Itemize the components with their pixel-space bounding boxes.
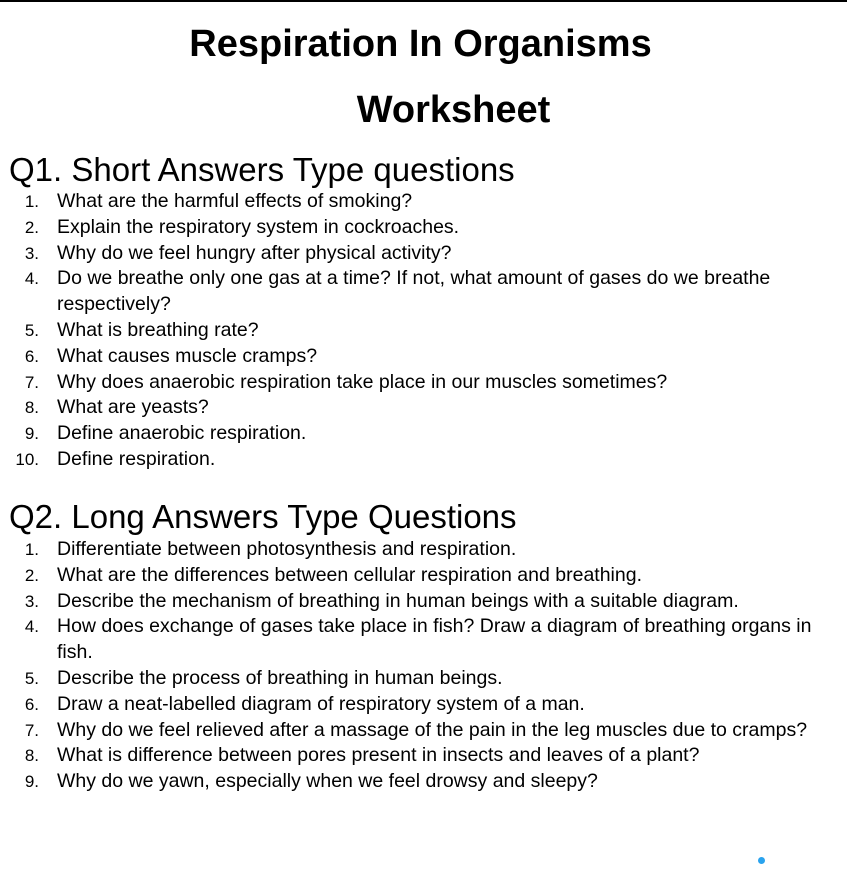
question-text: What causes muscle cramps? xyxy=(57,344,318,367)
question-text: How does exchange of gases take place in fish? Draw a diagram of breathing organs in fish. xyxy=(57,615,812,664)
question-number: 5. xyxy=(24,668,39,688)
question-number: 7. xyxy=(24,720,39,740)
question-text: Differentiate between photosynthesis and respiration. xyxy=(57,538,517,560)
question-text: Do we breathe only one gas at a time? If not, what amount of gases do we breathe respectively? xyxy=(57,267,771,316)
question-number: 2. xyxy=(24,217,39,237)
list-item xyxy=(0,266,847,318)
question-text: Why do we yawn, especially when we feel drowsy and sleepy? xyxy=(57,770,598,793)
question-text: What is breathing rate? xyxy=(57,318,259,341)
question-text: Describe the mechanism of breathing in human beings with a suitable diagram. xyxy=(57,589,739,612)
long-answer-question-list xyxy=(0,537,847,795)
question-text: What are yeasts? xyxy=(57,396,209,419)
short-answer-question-list xyxy=(0,189,847,473)
question-text: Define anaerobic respiration. xyxy=(57,422,307,445)
question-number: 7. xyxy=(24,372,39,392)
section-heading-short-answers: Q1. Short Answers Type questions xyxy=(9,151,515,188)
list-item xyxy=(0,241,847,267)
question-text: Why do we feel relieved after a massage of the pain in the leg muscles due to cramps? xyxy=(57,718,808,741)
worksheet-subtitle: Worksheet xyxy=(356,89,551,131)
list-item xyxy=(0,189,847,215)
blue-dot-marker xyxy=(758,857,765,864)
question-number: 8. xyxy=(24,746,39,766)
list-item xyxy=(0,563,847,589)
list-item xyxy=(0,614,847,666)
list-item xyxy=(0,395,847,421)
question-text: What are the harmful effects of smoking? xyxy=(57,190,413,212)
question-number: 5. xyxy=(24,320,39,340)
list-item xyxy=(0,215,847,241)
question-number: 2. xyxy=(24,565,39,585)
question-number: 4. xyxy=(24,617,39,637)
question-text: Why do we feel hungry after physical activity? xyxy=(57,241,452,264)
question-text: What is difference between pores present in insects and leaves of a plant? xyxy=(57,744,700,767)
question-text: Describe the process of breathing in human beings. xyxy=(57,666,503,689)
top-rule xyxy=(0,0,847,2)
list-item xyxy=(0,447,847,473)
list-item xyxy=(0,344,847,370)
question-text: What are the differences between cellular respiration and breathing. xyxy=(57,563,642,586)
list-item xyxy=(0,421,847,447)
question-text: Define respiration. xyxy=(57,447,216,470)
question-number: 9. xyxy=(24,772,39,792)
question-number: 9. xyxy=(24,424,39,444)
question-number: 3. xyxy=(24,591,39,611)
list-item xyxy=(0,769,847,795)
list-item xyxy=(0,537,847,563)
question-text: Draw a neat-labelled diagram of respiratory system of a man. xyxy=(57,692,585,715)
question-number: 1. xyxy=(24,192,39,211)
list-item xyxy=(0,666,847,692)
list-item xyxy=(0,743,847,769)
question-number: 3. xyxy=(24,243,39,263)
question-number: 1. xyxy=(24,540,39,559)
list-item xyxy=(0,589,847,615)
question-text: Why does anaerobic respiration take place in our muscles sometimes? xyxy=(57,370,668,393)
question-number: 6. xyxy=(24,346,39,366)
question-text: Explain the respiratory system in cockroaches. xyxy=(57,215,460,238)
list-item xyxy=(0,692,847,718)
list-item xyxy=(0,370,847,396)
section-heading-long-answers: Q2. Long Answers Type Questions xyxy=(9,498,517,535)
list-item xyxy=(0,318,847,344)
worksheet-title: Respiration In Organisms xyxy=(189,23,652,65)
list-item xyxy=(0,718,847,744)
question-number: 6. xyxy=(24,694,39,714)
question-number: 4. xyxy=(24,269,39,289)
question-number: 8. xyxy=(24,398,39,418)
question-number: 10. xyxy=(15,449,39,469)
